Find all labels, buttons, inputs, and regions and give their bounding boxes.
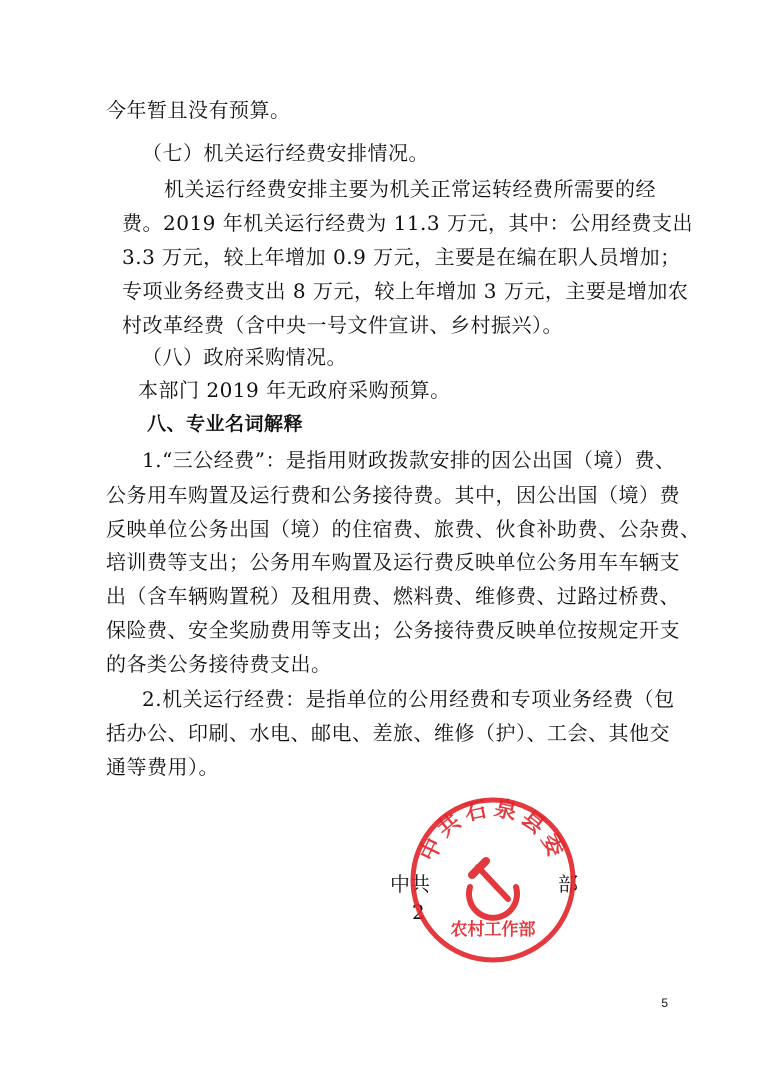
hammer-sickle-icon xyxy=(469,861,517,918)
svg-text:中共石泉县委 xyxy=(415,795,571,865)
signature-org-right: 部 xyxy=(558,872,578,896)
body-line-17: 的各类公务接待费支出。 xyxy=(106,652,332,676)
body-line-11: 1.“三公经费”：是指用财政拨款安排的因公出国（境）费、 xyxy=(142,448,676,472)
body-line-16: 保险费、安全奖励费用等支出；公务接待费反映单位按规定开支 xyxy=(106,618,680,642)
section-heading-8: 八、专业名词解释 xyxy=(147,413,304,435)
body-line-6: 专项业务经费支出 8 万元，较上年增加 3 万元，主要是增加农 xyxy=(122,279,689,303)
seal-top-text: 中共石泉县委 xyxy=(414,795,572,866)
body-line-19: 括办公、印刷、水电、邮电、差旅、维修（护）、工会、其他交 xyxy=(106,721,670,745)
body-line-9: 本部门 2019 年无政府采购预算。 xyxy=(138,378,451,402)
body-line-13: 反映单位公务出国（境）的住宿费、旅费、伙食补助费、公杂费、 xyxy=(106,517,701,541)
body-line-18: 2.机关运行经费：是指单位的公用经费和专项业务经费（包 xyxy=(142,687,675,711)
body-line-1: 今年暂且没有预算。 xyxy=(106,98,291,122)
signature-date: 2 xyxy=(412,900,425,924)
signature-org-left: 中共 xyxy=(390,872,430,896)
body-line-5: 3.3 万元，较上年增加 0.9 万元，主要是在编在职人员增加； xyxy=(122,245,681,269)
official-seal xyxy=(408,795,578,965)
body-line-3: 机关运行经费安排主要为机关正常运转经费所需要的经 xyxy=(164,177,656,201)
body-line-15: 出（含车辆购置税）及租用费、燃料费、维修费、过路过桥费、 xyxy=(106,584,680,608)
subsection-heading-7: （七）机关运行经费安排情况。 xyxy=(142,141,429,165)
body-line-4: 费。2019 年机关运行经费为 11.3 万元，其中：公用经费支出 xyxy=(122,211,694,235)
body-line-12: 公务用车购置及运行费和公务接待费。其中，因公出国（境）费 xyxy=(106,483,680,507)
body-line-14: 培训费等支出；公务用车购置及运行费反映单位公务用车车辆支 xyxy=(106,550,680,574)
page-number: 5 xyxy=(661,996,668,1010)
body-line-20: 通等费用）。 xyxy=(106,755,219,779)
seal-bottom-text: 农村工作部 xyxy=(450,920,536,940)
subsection-heading-8: （八）政府采购情况。 xyxy=(142,345,347,369)
body-line-7: 村改革经费（含中央一号文件宣讲、乡村振兴）。 xyxy=(122,313,563,337)
